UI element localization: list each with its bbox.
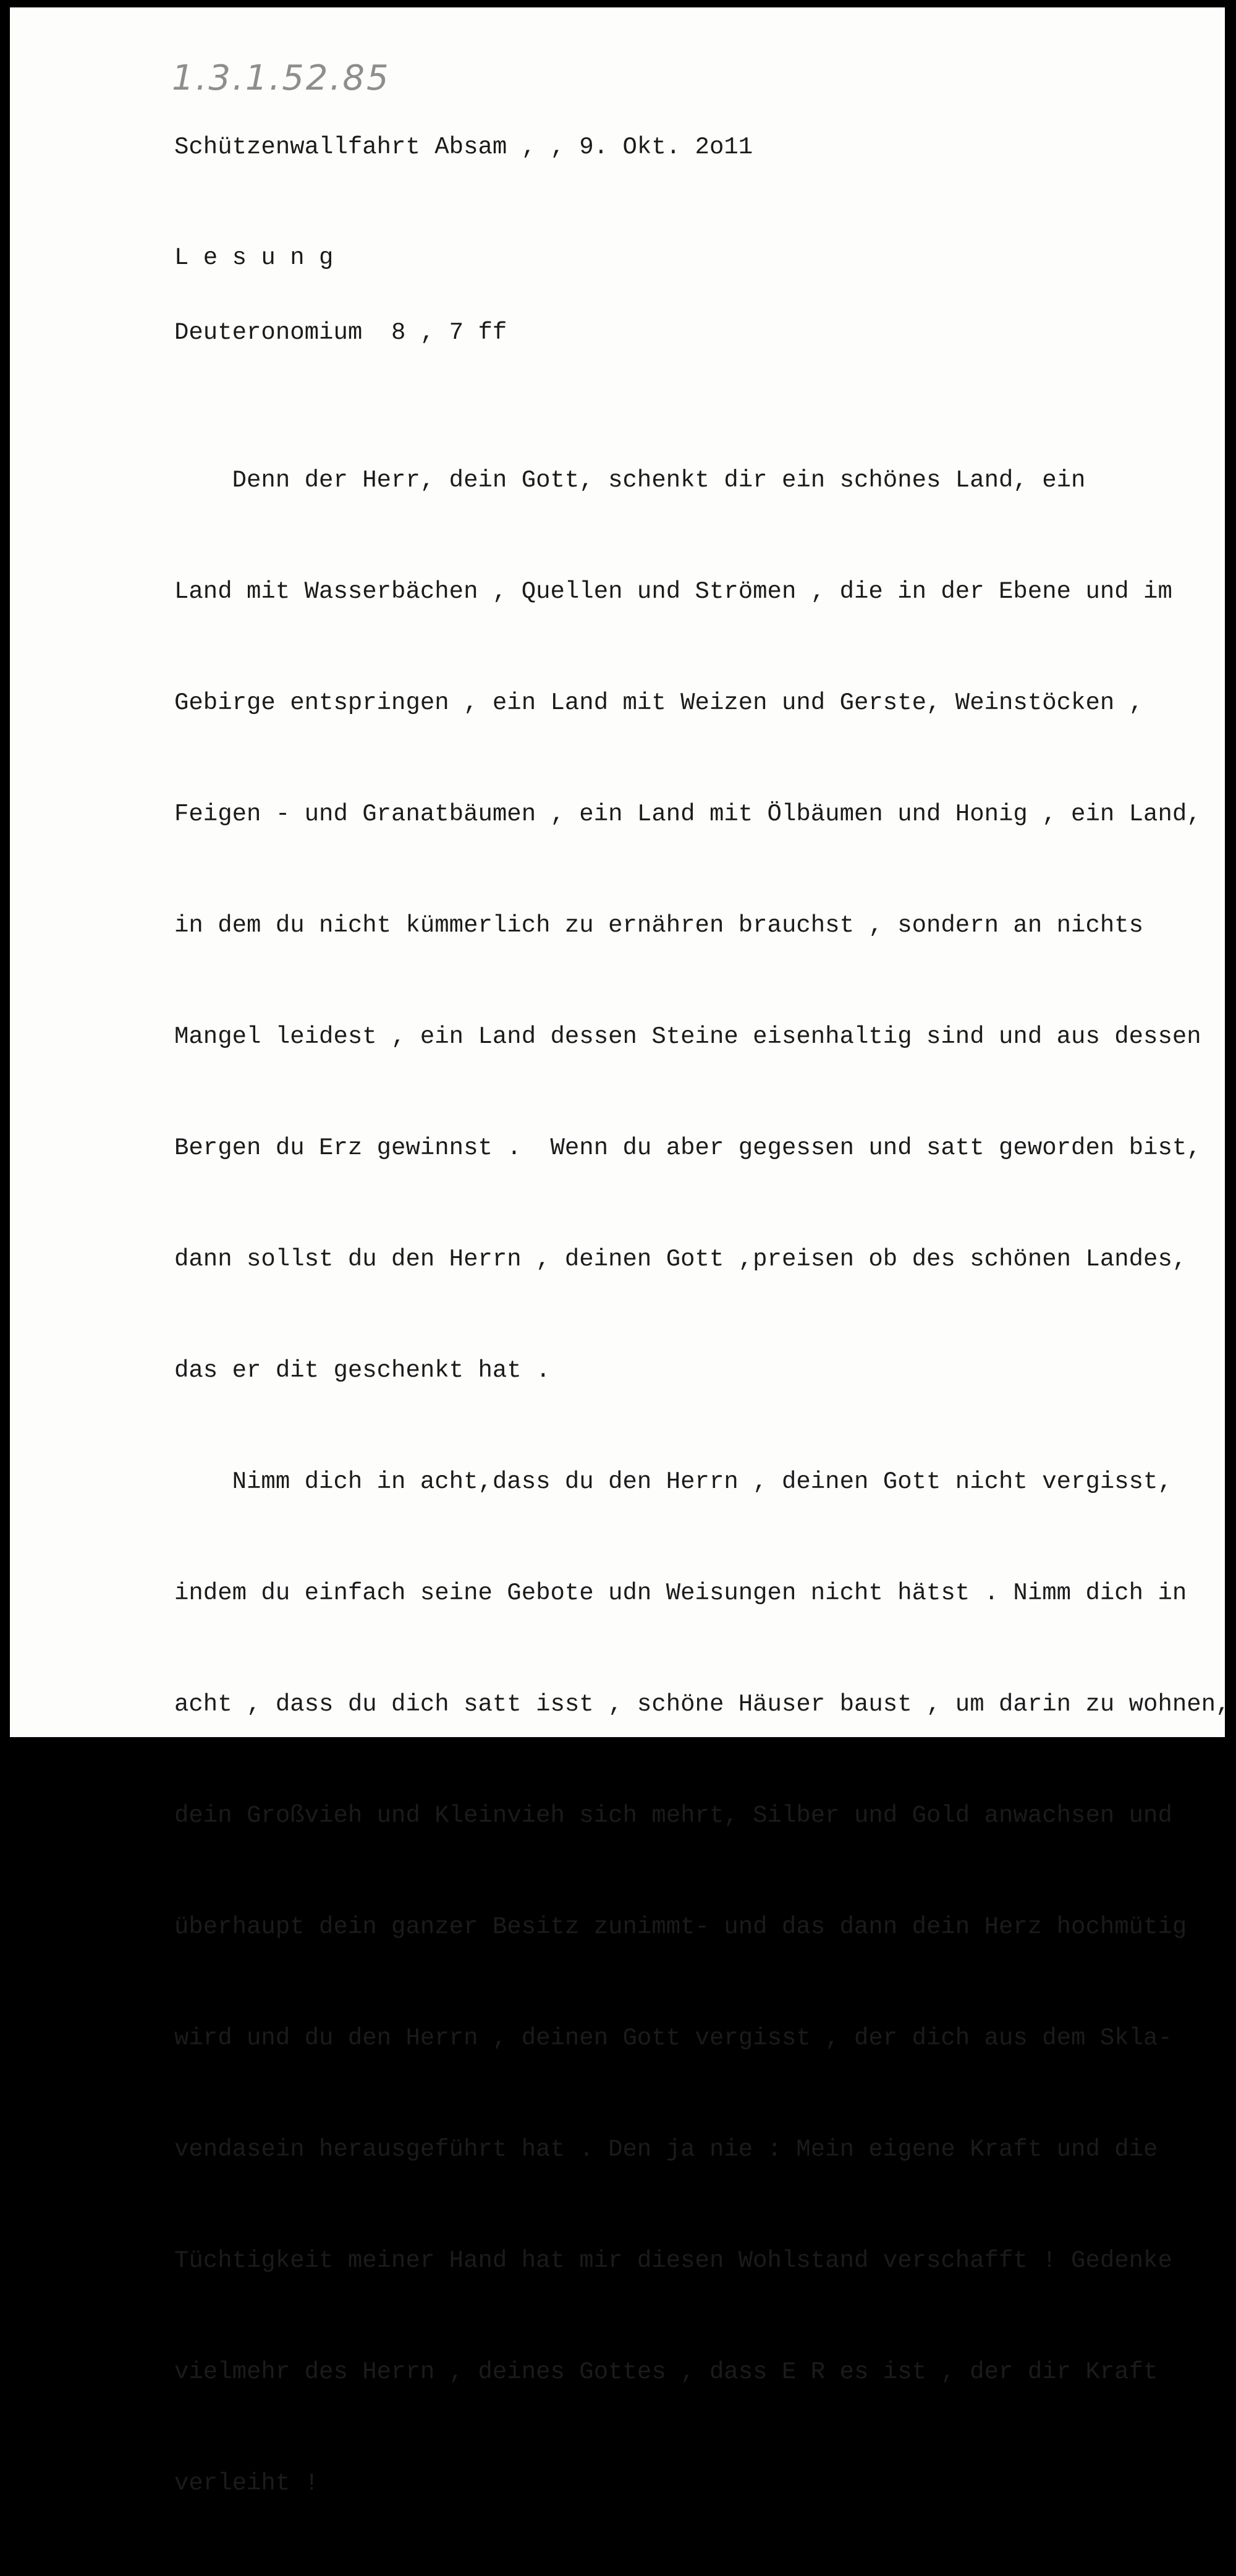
text-line: in dem du nicht kümmerlich zu ernähren brauchst , sondern an nichts	[174, 912, 1144, 939]
text-line: indem du einfach seine Gebote udn Weisungen nicht hätst . Nimm dich in	[174, 1579, 1187, 1607]
text-line: Bergen du Erz gewinnst . Wenn du aber gegessen und satt geworden bist,	[174, 1134, 1201, 1162]
text-line: Mangel leidest , ein Land dessen Steine eisenhaltig sind und aus dessen	[174, 1023, 1201, 1050]
text-line: Denn der Herr, dein Gott, schenkt dir ein schönes Land, ein	[174, 467, 1086, 494]
document-page	[10, 7, 1230, 2497]
text-line: vendasein herausgeführt hat . Den ja nie : Mein eigene Kraft und die	[174, 2136, 1158, 2163]
archive-number: 1.3.1.52.85	[172, 58, 391, 98]
document-heading: L e s u n g	[174, 244, 334, 271]
text-line: das er dit geschenkt hat .	[174, 1357, 551, 1384]
text-line: vielmehr des Herrn , deines Gottes , dass E R es ist , der dir Kraft	[174, 2358, 1158, 2386]
text-line: dann sollst du den Herrn , deinen Gott ,preisen ob des schönen Landes,	[174, 1246, 1187, 1273]
text-line: Nimm dich in acht,dass du den Herrn , deinen Gott nicht vergisst,	[174, 1468, 1172, 1495]
text-line: überhaupt dein ganzer Besitz zunimmt- und das dann dein Herz hochmütig	[174, 1913, 1187, 1941]
text-line: wird und du den Herrn , deinen Gott vergisst , der dich aus dem Skla-	[174, 2025, 1172, 2052]
scripture-reference: Deuteronomium 8 , 7 ff	[174, 319, 507, 346]
text-line: verleiht !	[174, 2470, 320, 2497]
reading-text	[174, 388, 1230, 2576]
text-line: Gebirge entspringen , ein Land mit Weizen und Gerste, Weinstöcken ,	[174, 689, 1144, 716]
document-header: Schützenwallfahrt Absam , , 9. Okt. 2o11	[174, 134, 753, 161]
text-line: Land mit Wasserbächen , Quellen und Strömen , die in der Ebene und im	[174, 578, 1172, 605]
text-line: dein Großvieh und Kleinvieh sich mehrt, Silber und Gold anwachsen und	[174, 1802, 1172, 1829]
text-line: Feigen - und Granatbäumen , ein Land mit Ölbäumen und Honig , ein Land,	[174, 801, 1201, 828]
text-line: Tüchtigkeit meiner Hand hat mir diesen Wohlstand verschafft ! Gedenke	[174, 2247, 1172, 2274]
text-line: acht , dass du dich satt isst , schöne Häuser baust , um darin zu wohnen,	[174, 1691, 1230, 1718]
